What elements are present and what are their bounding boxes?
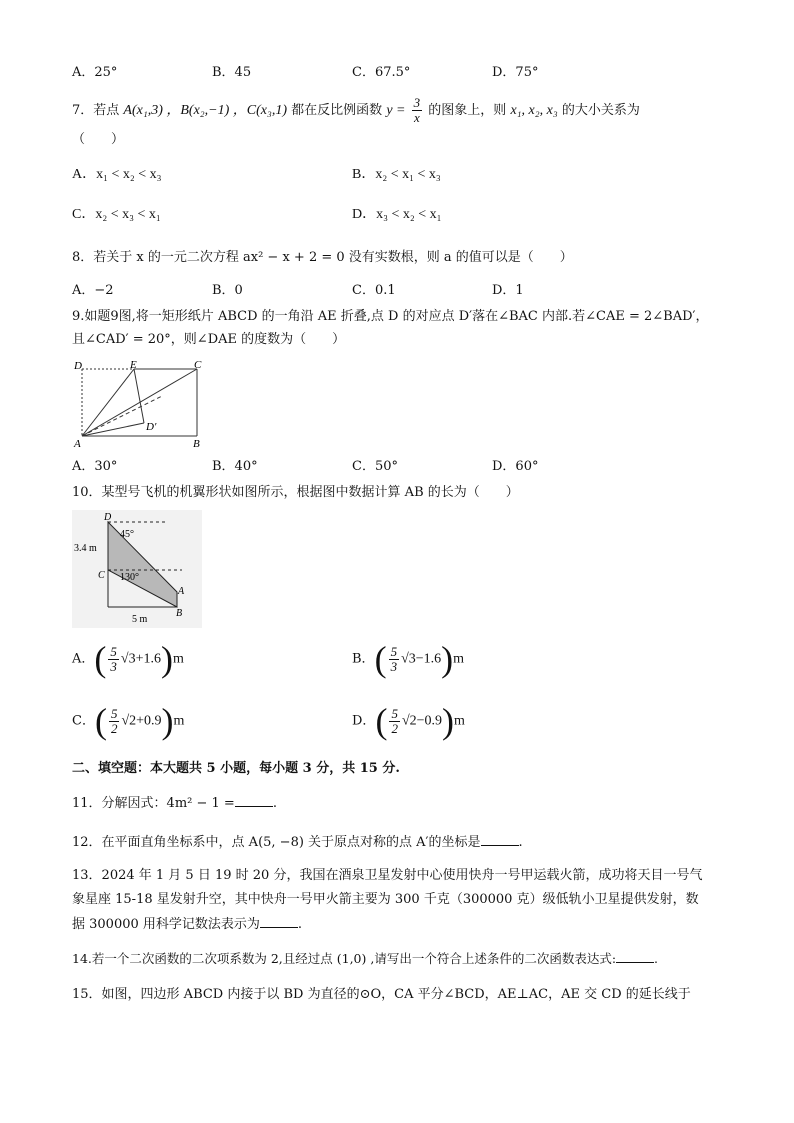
- q9-ed-prime: [134, 369, 144, 423]
- q10-option-c-num: 5: [110, 705, 118, 721]
- q12-question: [72, 833, 734, 852]
- q9-label-b: B: [193, 438, 200, 450]
- q7-points: A(x₁,3) ，B(x₂,−1) ，C(x₃,1): [123, 103, 288, 118]
- q11-end: .: [272, 796, 277, 811]
- q7-text-c: 的图象上，则: [428, 103, 507, 118]
- q10-option-d-unit: m: [454, 713, 465, 729]
- q10-label-a: A: [178, 586, 185, 597]
- q7-func-y: y =: [386, 103, 406, 118]
- q8-question: 8．若关于 x 的一元二次方程 ax² − x + 2 = 0 没有实数根，则 a 的值可以是（ ）: [72, 250, 573, 265]
- q6-option-b: B．45: [212, 65, 252, 80]
- q10-option-a-den: 3: [110, 658, 117, 674]
- q10-option-a: A．( $\frac{5}{3}$ √3+1.6)m: [72, 639, 184, 679]
- q9-label-d: D: [74, 360, 82, 372]
- q6-option-a: A．25°: [72, 65, 118, 80]
- q7-frac-num: 3: [413, 95, 421, 110]
- q10-option-d-rest: −0.9: [416, 713, 443, 729]
- q10-option-b-label: B．: [352, 651, 375, 667]
- q9-label-e: E: [130, 359, 137, 371]
- q10-option-d-root: √2: [401, 713, 417, 729]
- q9-option-d: D．60°: [492, 459, 539, 474]
- q11-text: 11．分解因式：4m² − 1 =: [72, 796, 235, 811]
- q14-end: .: [654, 951, 659, 966]
- q10-label-45: 45°: [120, 529, 134, 540]
- q13-line2: 象星座 15-18 星发射升空，其中快舟一号甲火箭主要为 300 千克（300000 克）级低轨小卫星提供发射，数: [72, 892, 699, 907]
- q13-blank: [260, 915, 298, 928]
- q10-option-c-den: 2: [110, 720, 118, 736]
- q10-label-b: B: [176, 608, 183, 619]
- q7-text-b: 都在反比例函数: [291, 103, 383, 118]
- q11-question: [72, 794, 734, 813]
- q7-frac-den: x: [414, 110, 420, 125]
- q12-blank: [481, 833, 519, 846]
- q9-option-b: B．40°: [212, 459, 258, 474]
- q10-option-c-rest: +0.9: [136, 713, 162, 729]
- q10-option-c-label: C．: [72, 713, 95, 729]
- q13-line1: 13．2024 年 1 月 5 日 19 时 20 分，我国在酒泉卫星发射中心使用快舟一号甲运载火箭，成功将天目一号气: [72, 868, 703, 883]
- q10-label-30: 130°: [120, 572, 139, 583]
- q13-text: 据 300000 用科学记数法表示为: [72, 917, 260, 932]
- q7-option-d: D．x₃ < x₂ < x₁: [352, 207, 442, 222]
- q10-option-b-root: √3: [401, 651, 416, 667]
- q10-option-a-rest: +1.6: [135, 651, 161, 667]
- q9-label-c: C: [194, 359, 202, 371]
- q7-vars: x₁, x₂, x₃: [510, 103, 558, 118]
- q10-figure: [72, 510, 202, 628]
- q10-label-c: C: [98, 570, 105, 581]
- q14-question: [72, 950, 734, 968]
- q14-text: 14.若一个二次函数的二次项系数为 2,且经过点 (1,0) ,请写出一个符合上述条件的二次函数表达式:: [72, 951, 617, 966]
- q10-option-c-unit: m: [173, 713, 185, 729]
- q10-option-a-unit: m: [172, 651, 184, 667]
- q11-blank: [235, 794, 273, 807]
- q9-label-a: A: [74, 438, 81, 450]
- q10-label-height: 3.4 m: [74, 543, 97, 554]
- q10-option-a-label: A．: [72, 651, 95, 667]
- q12-end: .: [518, 835, 523, 850]
- q10-label-width: 5 m: [132, 614, 148, 625]
- q7-text-d: 的大小关系为: [561, 103, 640, 118]
- q13-line3: [72, 915, 734, 934]
- q14-blank: [616, 950, 654, 963]
- q10-option-b: B．( $\frac{5}{3}$ √3−1.6)m: [352, 639, 465, 679]
- q10-option-d-num: 5: [391, 705, 398, 721]
- q10-option-b-num: 5: [390, 643, 398, 659]
- q8-option-b: B．0: [212, 283, 243, 298]
- q9-question-line2: 且∠CAD′ = 20°，则∠DAE 的度数为（ ）: [72, 332, 346, 347]
- q6-option-d: D．75°: [492, 65, 539, 80]
- q9-figure: [72, 358, 212, 450]
- q10-option-b-rest: −1.6: [415, 651, 442, 667]
- section-2-title: 二、填空题：本大题共 5 小题，每小题 3 分，共 15 分.: [72, 761, 400, 776]
- q7-option-b: B．x₂ < x₁ < x₃: [352, 167, 441, 182]
- q7-question: [72, 96, 734, 125]
- q10-label-d: D: [104, 512, 112, 523]
- q9-option-c: C．50°: [352, 459, 398, 474]
- q9-label-dprime: D′: [146, 421, 157, 433]
- q9-ad-prime: [82, 423, 144, 436]
- q15-question: 15．如图，四边形 ABCD 内接于以 BD 为直径的⊙O，CA 平分∠BCD，AE⊥AC，AE 交 CD 的延长线于: [72, 987, 691, 1002]
- q13-end: .: [297, 917, 303, 932]
- q8-option-d: D．1: [492, 283, 524, 298]
- q10-option-d: D．( $\frac{5}{2}$ √2−0.9)m: [352, 701, 465, 741]
- q7-bracket: （ ）: [72, 132, 125, 147]
- q7-fraction: [412, 96, 423, 125]
- q7-option-a: A．x₁ < x₂ < x₃: [72, 167, 162, 182]
- q12-text: 12．在平面直角坐标系中，点 A(5, −8) 关于原点对称的点 A′的坐标是: [72, 835, 481, 850]
- q10-option-b-den: 3: [390, 658, 398, 674]
- q7-text-a: 7．若点: [72, 103, 120, 118]
- q10-option-d-den: 2: [391, 720, 398, 736]
- q10-option-c: C．( $\frac{5}{2}$ √2+0.9)m: [72, 701, 185, 741]
- q6-option-c: C．67.5°: [352, 65, 411, 80]
- q9-question-line1: 9.如题9图,将一矩形纸片 ABCD 的一角沿 AE 折叠,点 D 的对应点 D′落在∠BAC 内部.若∠CAE = 2∠BAD′，: [72, 309, 709, 324]
- q7-option-c: C．x₂ < x₃ < x₁: [72, 207, 161, 222]
- q9-diag-ac: [82, 369, 197, 436]
- q10-option-a-num: 5: [110, 643, 117, 659]
- q9-fold-ae: [82, 369, 134, 436]
- q10-option-d-label: D．: [352, 713, 376, 729]
- q10-question: 10．某型号飞机的机翼形状如图所示，根据图中数据计算 AB 的长为（ ）: [72, 485, 519, 500]
- q8-option-c: C．0.1: [352, 283, 396, 298]
- q10-option-b-unit: m: [453, 651, 465, 667]
- q10-option-c-root: √2: [121, 713, 137, 729]
- q10-option-a-root: √3: [120, 651, 136, 667]
- q8-option-a: A．−2: [72, 283, 114, 298]
- q9-option-a: A．30°: [72, 459, 118, 474]
